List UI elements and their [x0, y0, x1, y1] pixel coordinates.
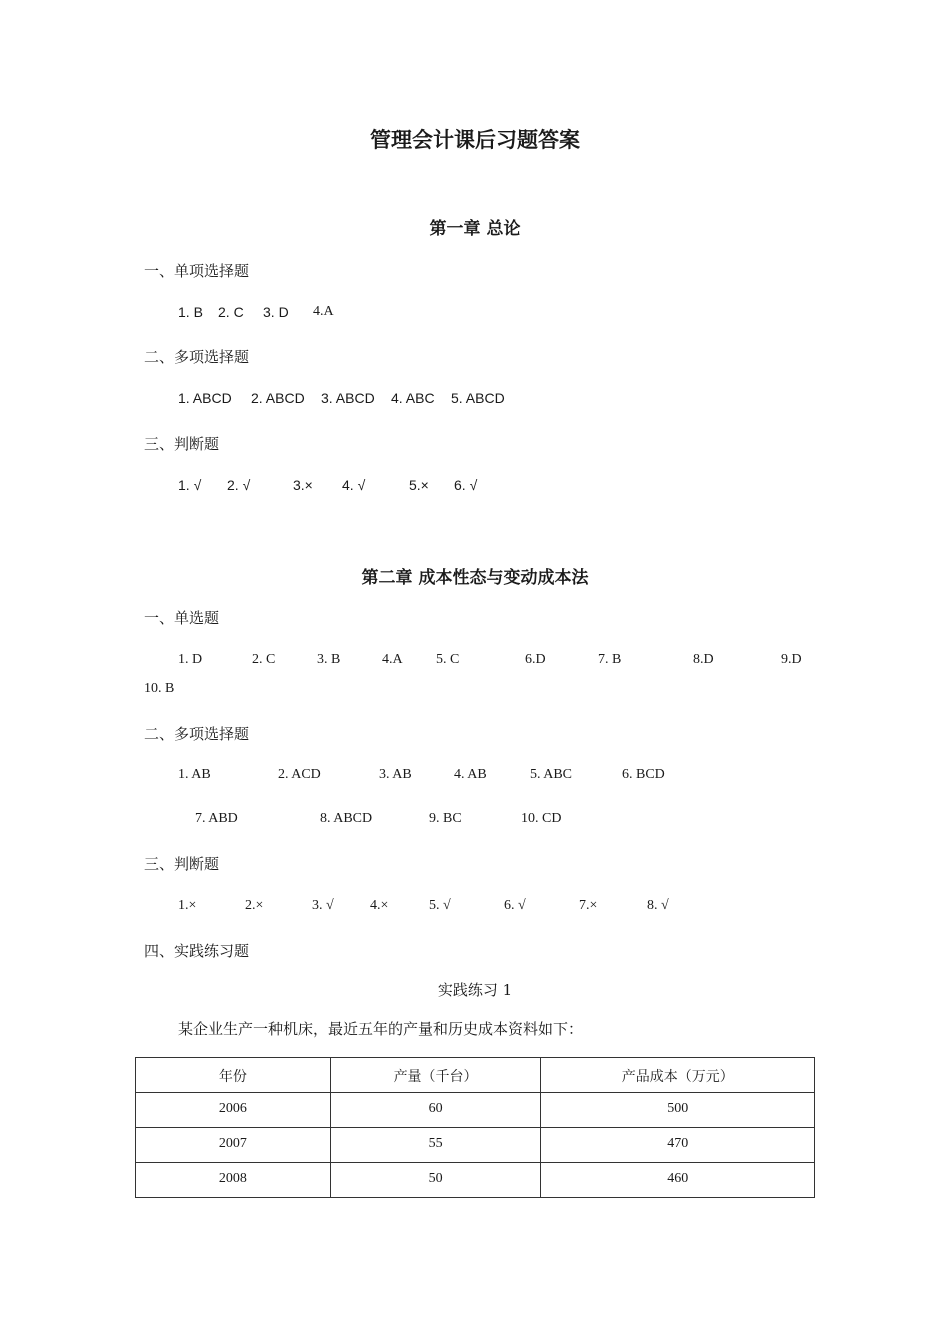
chapter-1-heading: 第一章 总论 [429, 219, 521, 239]
answer: 2. ACD [278, 767, 321, 782]
ch1-multi-choice-answers [0, 390, 950, 410]
answer: 8. √ [647, 898, 669, 913]
cell-cost: 460 [541, 1163, 815, 1198]
answer: 2. ABCD [251, 390, 305, 406]
answer: 4. ABC [391, 390, 435, 406]
answer: 5. √ [429, 898, 451, 913]
answer: 3. D [263, 304, 289, 320]
cell-cost: 500 [541, 1093, 815, 1128]
answer: 3.× [293, 477, 313, 493]
ch1-multi-choice-label: 二、多项选择题 [144, 348, 250, 366]
answer: 7.× [579, 898, 598, 913]
answer: 1. √ [178, 477, 202, 493]
chapter-2-heading: 第二章 成本性态与变动成本法 [361, 568, 589, 588]
table-row [136, 1128, 815, 1163]
cell-output: 55 [330, 1128, 541, 1163]
cell-year: 2006 [136, 1093, 331, 1128]
answer: 10. CD [521, 811, 562, 826]
answer: 1. B [178, 304, 203, 320]
ch1-single-choice-answers [0, 304, 950, 324]
answer: 7. B [598, 652, 622, 667]
ch2-single-choice-answers-line1 [0, 652, 950, 672]
answer: 3. √ [312, 898, 334, 913]
exercise-intro: 某企业生产一种机床，最近五年的产量和历史成本资料如下： [178, 1020, 584, 1038]
answer: 4.A [382, 652, 403, 667]
answer: 3. B [317, 652, 341, 667]
cell-year: 2007 [136, 1128, 331, 1163]
ch2-judgement-label: 三、判断题 [144, 855, 220, 873]
answer: 1. AB [178, 767, 211, 782]
ch2-practice-label: 四、实践练习题 [144, 942, 250, 960]
cell-year: 2008 [136, 1163, 331, 1198]
answer: 1. D [178, 652, 203, 667]
answer: 6. BCD [622, 767, 665, 782]
exercise-title: 实践练习 1 [437, 981, 513, 999]
ch2-multi-choice-answers-line1 [0, 767, 950, 787]
answer: 3. ABCD [321, 390, 375, 406]
answer: 8.D [693, 652, 714, 667]
answer: 1. ABCD [178, 390, 232, 406]
answer: 4. √ [342, 477, 366, 493]
ch2-single-choice-answers-line2 [0, 681, 950, 701]
answer: 6. √ [454, 477, 478, 493]
answer: 6.D [525, 652, 546, 667]
ch1-judgement-answers [0, 477, 950, 497]
ch1-single-choice-label: 一、单项选择题 [144, 262, 250, 280]
ch1-judgement-label: 三、判断题 [144, 435, 220, 453]
answer: 4.× [370, 898, 389, 913]
answer: 6. √ [504, 898, 526, 913]
answer: 9. BC [429, 811, 462, 826]
ch2-multi-choice-label: 二、多项选择题 [144, 725, 250, 743]
header-cost: 产品成本（万元） [541, 1058, 815, 1093]
answer: 3. AB [379, 767, 412, 782]
answer: 5. ABCD [451, 390, 505, 406]
answer: 2. C [252, 652, 276, 667]
table-row [136, 1093, 815, 1128]
table-header-row [136, 1058, 815, 1093]
answer: 10. B [144, 681, 175, 696]
header-year: 年份 [136, 1058, 331, 1093]
answer: 7. ABD [195, 811, 238, 826]
answer: 2.× [245, 898, 264, 913]
answer: 4. AB [454, 767, 487, 782]
cell-cost: 470 [541, 1128, 815, 1163]
cost-data-table [135, 1057, 815, 1198]
table-row [136, 1163, 815, 1198]
ch2-multi-choice-answers-line2 [0, 811, 950, 831]
answer: 2. C [218, 304, 244, 320]
answer: 4.A [313, 304, 334, 319]
answer: 5. C [436, 652, 460, 667]
answer: 8. ABCD [320, 811, 373, 826]
answer: 1.× [178, 898, 197, 913]
answer: 2. √ [227, 477, 251, 493]
answer: 5. ABC [530, 767, 573, 782]
cell-output: 60 [330, 1093, 541, 1128]
header-output: 产量（千台） [330, 1058, 541, 1093]
ch2-single-choice-label: 一、单选题 [144, 609, 220, 627]
answer: 5.× [409, 477, 429, 493]
document-title: 管理会计课后习题答案 [370, 127, 580, 152]
ch2-judgement-answers [0, 898, 950, 918]
answer: 9.D [781, 652, 802, 667]
cell-output: 50 [330, 1163, 541, 1198]
